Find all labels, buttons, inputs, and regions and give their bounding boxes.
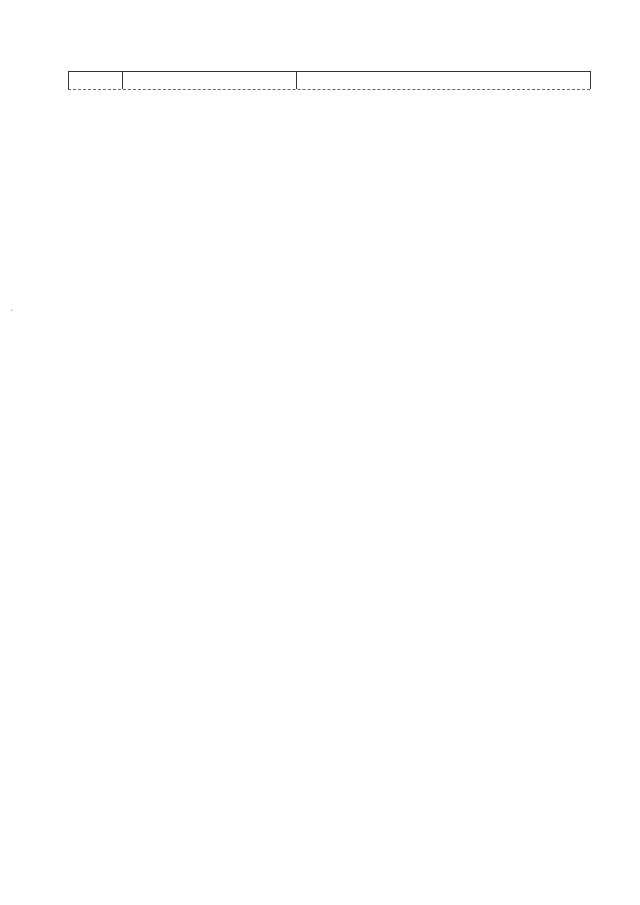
margin-mark: · [10, 306, 14, 317]
header-separator [590, 71, 591, 89]
table-header-bottom-border [68, 89, 590, 90]
header-col-2 [122, 71, 296, 89]
header-col-1 [68, 71, 122, 89]
header-col-3 [296, 71, 590, 89]
